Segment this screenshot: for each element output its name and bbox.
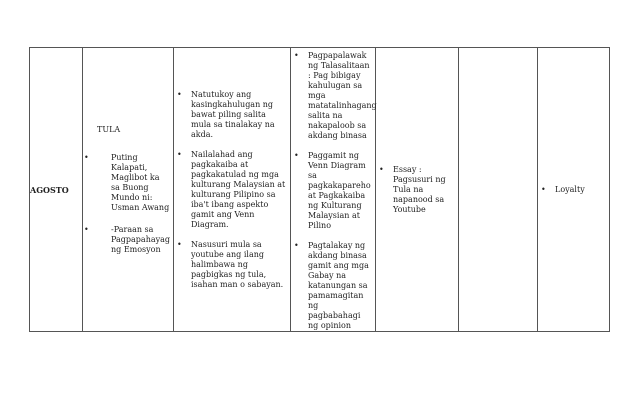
assessment-cell <box>376 48 459 332</box>
bullet-icon: • <box>177 149 182 159</box>
month-label: AGOSTO <box>30 184 69 195</box>
competency-text: Nasusuri mula sa youtube ang ilang halimbawa ng pagbigkas ng tula, isahan man o sabayan. <box>191 239 284 289</box>
value-text: Loyalty <box>555 184 585 194</box>
list-item <box>294 151 372 231</box>
bullet-icon: • <box>379 164 384 174</box>
activities-list <box>294 51 377 331</box>
competency-text: Nailalahad ang pagkakaiba at pagkakatulad ng mga kulturang Malaysian at kulturang Pilipino sa iba't ibang aspekto gamit ang Venn Diagram. <box>191 149 286 229</box>
list-item <box>294 51 377 141</box>
activity-text: Pagtalakay ng akdang binasa gamit ang mga Gabay na katanungan sa pamamagitan ng pagbabahagi ng opinion <box>308 241 369 330</box>
topic-cell <box>83 48 174 332</box>
bullet-icon: • <box>294 51 299 60</box>
list-item <box>177 150 286 230</box>
values-cell <box>538 48 610 332</box>
competency-text: Natutukoy ang kasingkahulugan ng bawat piling salita mula sa tinalakay na akda. <box>191 89 275 139</box>
list-item <box>541 185 609 195</box>
bullet-icon: • <box>177 89 182 99</box>
bullet-icon: • <box>84 224 89 234</box>
topic-list <box>84 152 171 255</box>
list-item <box>83 225 170 255</box>
competencies-list <box>177 90 286 290</box>
list-item <box>379 165 458 215</box>
list-item <box>294 241 372 331</box>
bullet-icon: • <box>177 239 182 249</box>
activities-cell <box>291 48 376 332</box>
bullet-icon: • <box>84 152 89 162</box>
list-item <box>177 240 286 290</box>
bullet-icon: • <box>294 151 299 160</box>
competencies-cell <box>174 48 291 332</box>
month-cell <box>30 48 83 332</box>
assessment-list <box>379 165 458 215</box>
topic-item-text: Puting Kalapati, Maglibot ka sa Buong Mundo ni: Usman Awang <box>111 152 170 212</box>
list-item <box>177 90 286 140</box>
activity-text: Paggamit ng Venn Diagram sa pagkakapareho at Pagkakaiba ng Kulturang Malaysian at Pilino <box>308 151 371 230</box>
topic-title: TULA <box>97 124 121 134</box>
curriculum-table <box>29 47 610 332</box>
bullet-icon: • <box>541 184 546 194</box>
values-list <box>541 185 609 195</box>
activity-text: Pagpapalawak ng Talasalitaan : Pag bibigay kahulugan sa mga matatalinhagang salita na nakapaloob sa akdang binasa <box>308 51 377 140</box>
topic-item-text: -Paraan sa Pagpapahayag ng Emosyon <box>111 224 171 254</box>
table-row <box>30 48 610 332</box>
assessment-text: Essay : Pagsusuri ng Tula na napanood sa Youtube <box>393 164 446 214</box>
bullet-icon: • <box>294 241 299 250</box>
empty-cell <box>459 48 538 332</box>
list-item <box>83 153 170 213</box>
